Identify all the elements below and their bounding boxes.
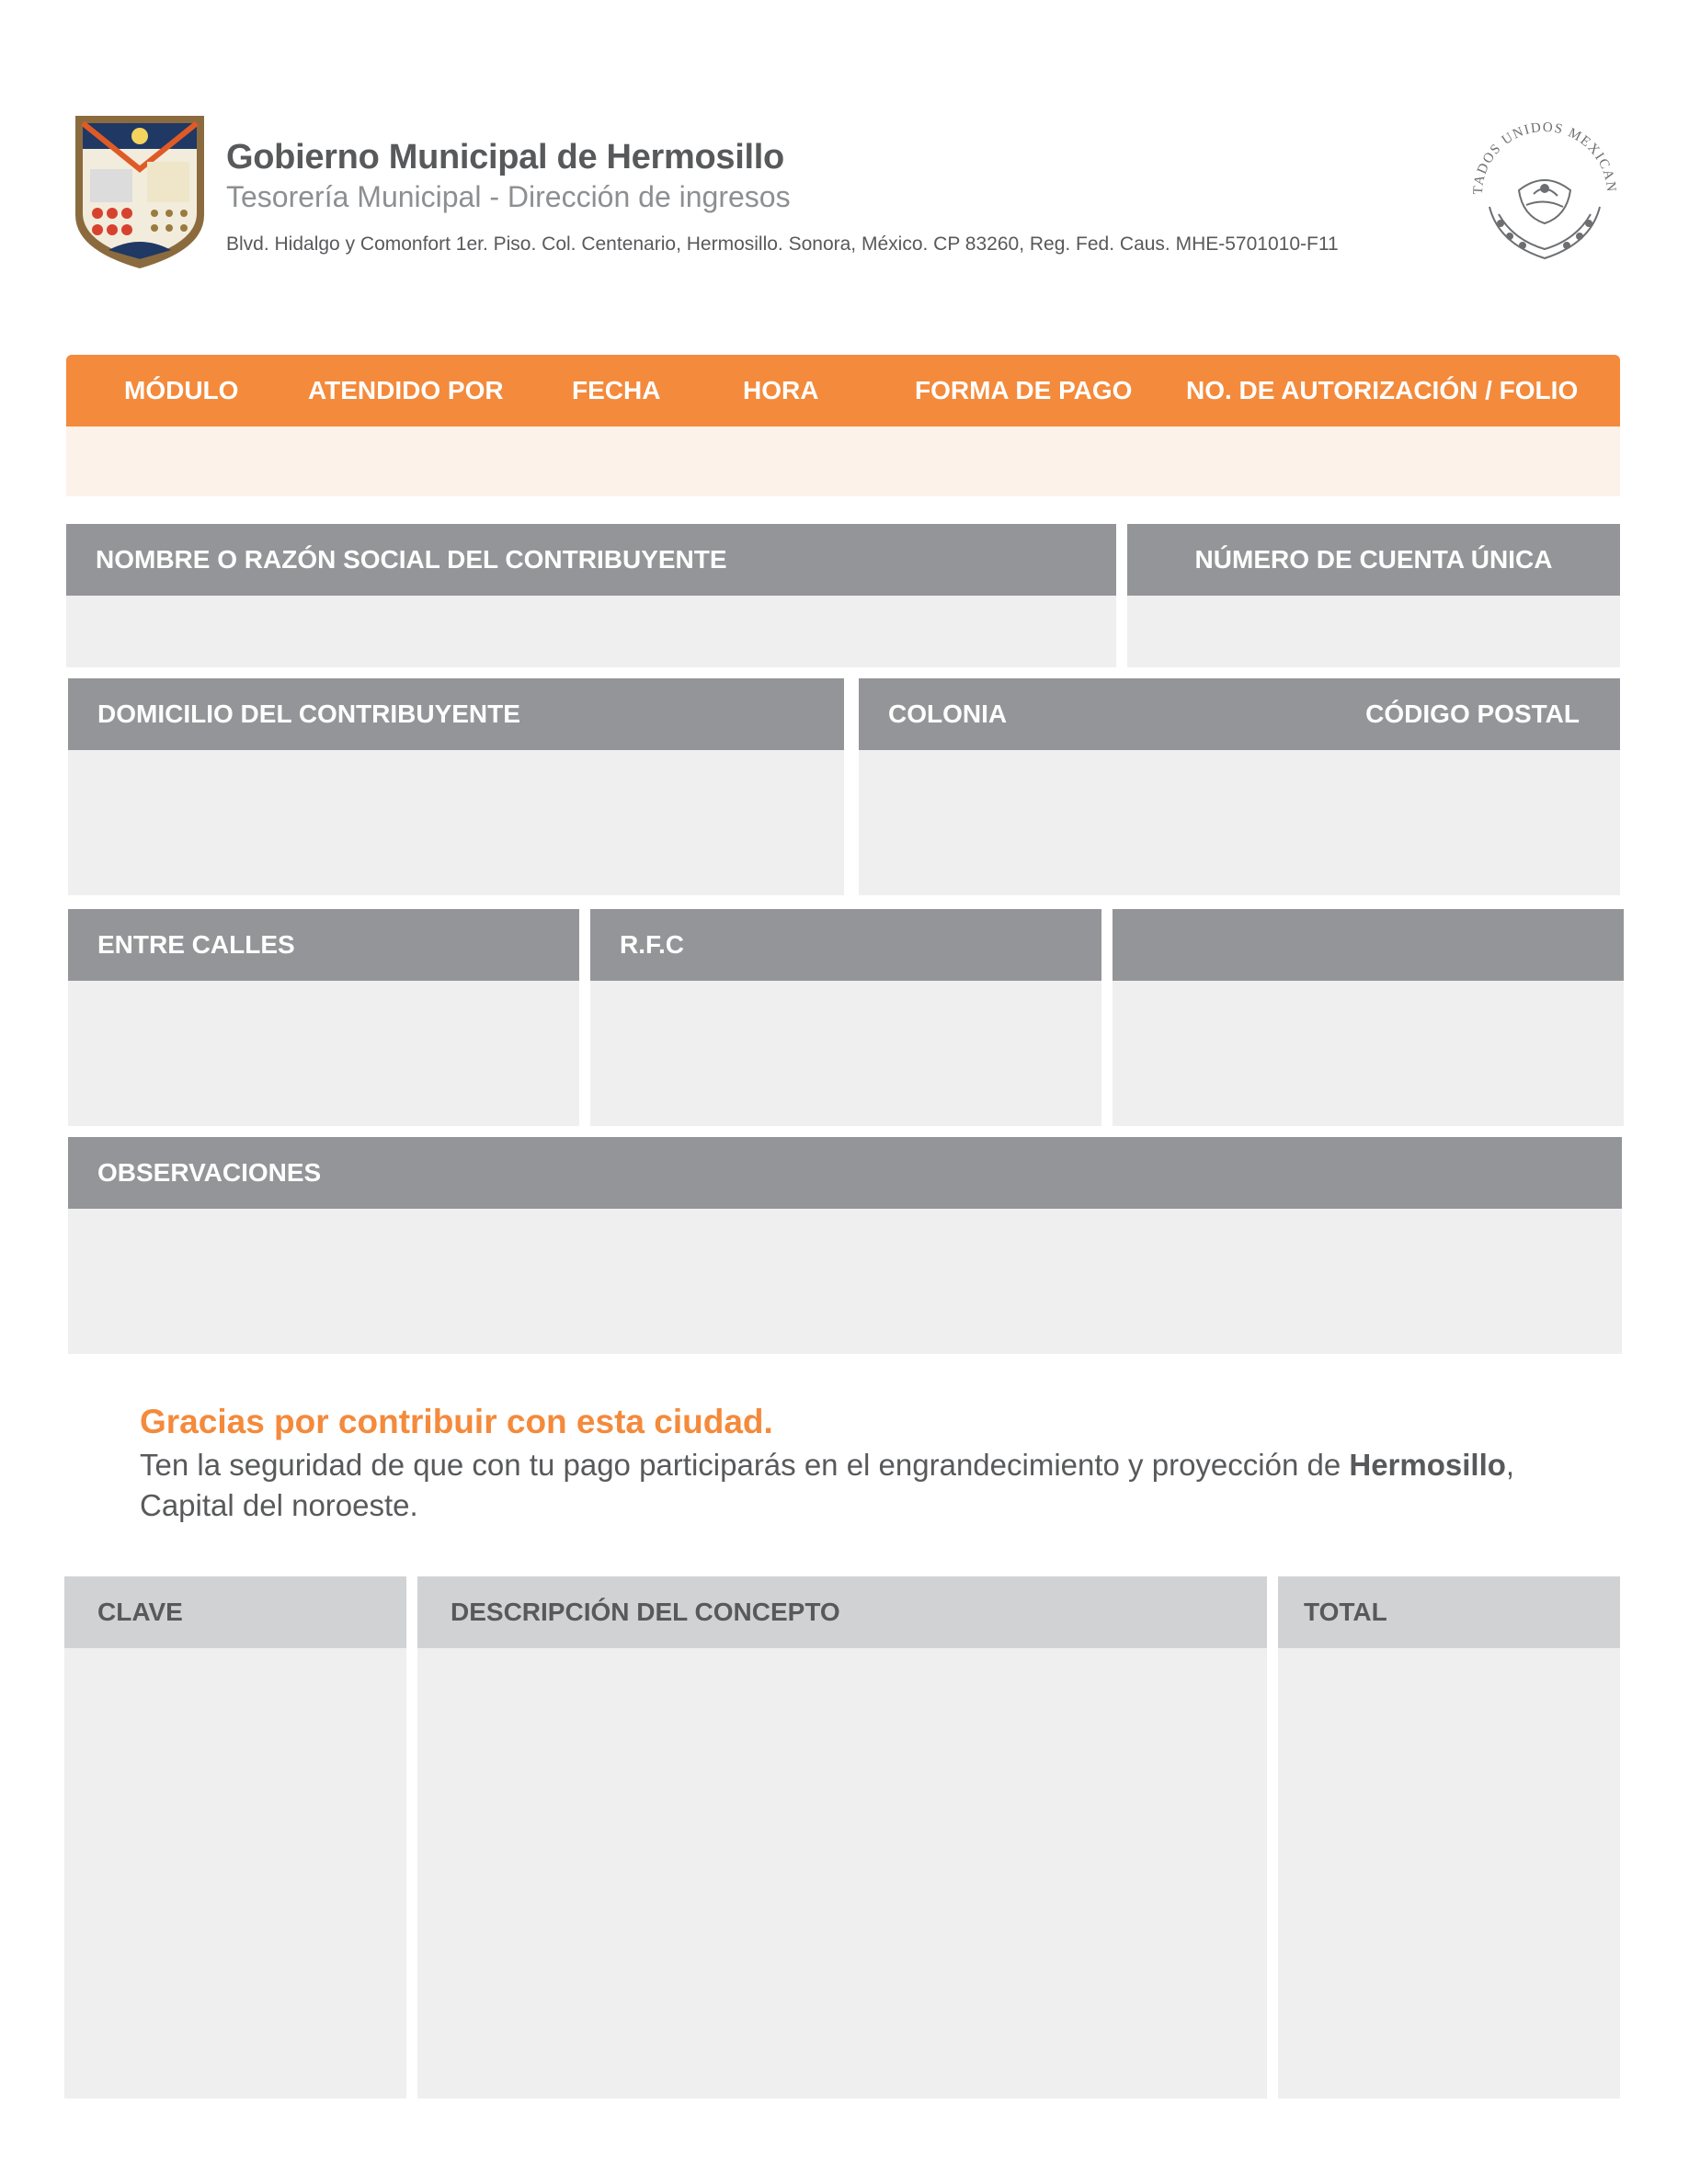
observaciones-header: OBSERVACIONES bbox=[68, 1137, 1622, 1209]
clave-column-body[interactable] bbox=[64, 1648, 406, 2099]
colonia-cp-header bbox=[859, 678, 1620, 750]
autorizacion-folio-label: NO. DE AUTORIZACIÓN / FOLIO bbox=[1186, 376, 1579, 404]
clave-column-header: CLAVE bbox=[64, 1576, 406, 1648]
hermosillo-coat-of-arms-logo bbox=[72, 112, 208, 270]
rfc-field[interactable] bbox=[590, 981, 1101, 1126]
modulo-label: MÓDULO bbox=[124, 376, 239, 404]
blank-field[interactable] bbox=[1113, 981, 1624, 1126]
rfc-header: R.F.C bbox=[590, 909, 1101, 981]
hora-label: HORA bbox=[743, 376, 819, 404]
message-body-prefix: Ten la seguridad de que con tu pago participarás en el engrandecimiento y proyección de bbox=[140, 1448, 1350, 1482]
nombre-contribuyente-field[interactable] bbox=[66, 596, 1116, 667]
colonia-cp-field[interactable] bbox=[859, 750, 1620, 895]
numero-cuenta-field[interactable] bbox=[1127, 596, 1620, 667]
organization-title: Gobierno Municipal de Hermosillo bbox=[226, 138, 784, 176]
thanks-heading: Gracias por contribuir con esta ciudad. bbox=[140, 1403, 773, 1440]
message-body-suffix: , Capital del noroeste. bbox=[140, 1448, 1515, 1522]
entre-calles-field[interactable] bbox=[68, 981, 579, 1126]
payment-info-values-field[interactable] bbox=[66, 427, 1620, 496]
entre-calles-header: ENTRE CALLES bbox=[68, 909, 579, 981]
fecha-label: FECHA bbox=[572, 376, 661, 404]
colonia-label: COLONIA bbox=[888, 700, 1008, 728]
descripcion-column-body[interactable] bbox=[417, 1648, 1267, 2099]
payment-info-header-bar bbox=[66, 355, 1620, 427]
nombre-contribuyente-header: NOMBRE O RAZÓN SOCIAL DEL CONTRIBUYENTE bbox=[66, 524, 1116, 596]
seal-text: TADOS UNIDOS MEXICAN bbox=[1470, 119, 1619, 196]
domicilio-field[interactable] bbox=[68, 750, 844, 895]
svg-text:ESTADOS UNIDOS MEXICANOS bbox=[1462, 106, 1618, 195]
thanks-message bbox=[140, 1445, 1574, 1526]
blank-header bbox=[1113, 909, 1624, 981]
total-column-header: TOTAL bbox=[1278, 1576, 1620, 1648]
numero-cuenta-header: NÚMERO DE CUENTA ÚNICA bbox=[1127, 524, 1620, 596]
total-column-body[interactable] bbox=[1278, 1648, 1620, 2099]
mexico-national-seal-logo bbox=[1462, 106, 1627, 271]
observaciones-field[interactable] bbox=[68, 1209, 1622, 1354]
organization-subtitle: Tesorería Municipal - Dirección de ingresos bbox=[226, 180, 791, 213]
forma-de-pago-label: FORMA DE PAGO bbox=[915, 376, 1133, 404]
organization-address: Blvd. Hidalgo y Comonfort 1er. Piso. Col. Centenario, Hermosillo. Sonora, México. CP 83260, Reg. Fed. Caus. MHE-5701010-F11 bbox=[226, 233, 1339, 255]
descripcion-column-header: DESCRIPCIÓN DEL CONCEPTO bbox=[417, 1576, 1267, 1648]
codigo-postal-label: CÓDIGO POSTAL bbox=[1365, 700, 1580, 728]
domicilio-header: DOMICILIO DEL CONTRIBUYENTE bbox=[68, 678, 844, 750]
message-city-name: Hermosillo bbox=[1349, 1448, 1506, 1482]
atendido-por-label: ATENDIDO POR bbox=[308, 376, 504, 404]
